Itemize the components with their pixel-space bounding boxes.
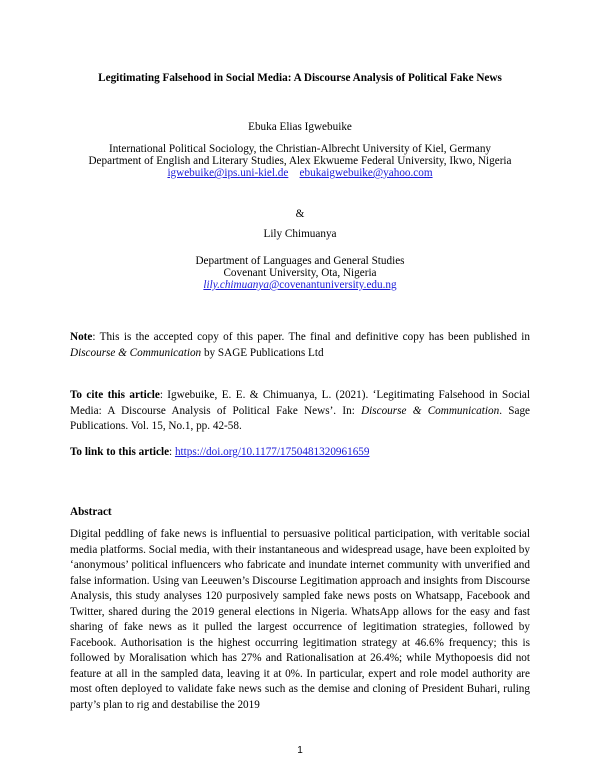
author2-affiliations [0,255,600,291]
author1-affiliation-2: Department of English and Literary Studies, Alex Ekwueme Federal University, Ikwo, Nigeria [88,155,512,167]
author1-name: Ebuka Elias Igwebuike [248,121,352,133]
doi-link[interactable]: https://doi.org/10.1177/1750481320961659 [174,446,370,458]
author2-email-link[interactable] [203,279,396,291]
author2-email-domain: @covenantuniversity.edu.ng [268,279,397,291]
note-label: Note [70,331,93,343]
author1-email-1[interactable]: igwebuike@ips.uni-kiel.de [167,167,289,179]
author1-affiliations [0,143,600,179]
link-paragraph [70,445,530,461]
cite-text-1: : Igwebuike, E. E. & Chimuanya, L. (2021). ‘Legitimating Falsehood in Social Media: A Discourse Analysis of Political Fake News’. In: [70,389,530,417]
author2-email [0,279,600,291]
note-text-1: : This is the accepted copy of this paper. The final and definitive copy has been published in [92,331,530,343]
page-number: 1 [297,745,303,756]
ampersand: & [295,208,305,220]
paper-title: Legitimating Falsehood in Social Media: A Discourse Analysis of Political Fake News [98,72,502,84]
link-label: To link to this article [70,446,170,458]
author2-affiliation-2: Covenant University, Ota, Nigeria [223,267,377,279]
author1-emails [0,167,600,179]
cite-paragraph [70,388,530,435]
author2-email-user: lily.chimuanya [203,279,269,291]
cite-text-2: . Sage Publications. Vol. 15, No.1, pp. 42-58. [70,404,531,432]
abstract-heading: Abstract [70,506,112,518]
cite-journal: Discourse & Communication [361,404,500,417]
cite-label: To cite this article [70,389,160,401]
note-paragraph [70,330,530,361]
abstract-body: Digital peddling of fake news is influential to persuasive political participation, with veritable social media platforms. Social media, with their instantaneous and widespread usage, have been exploited by ‘anonymous’ political influencers who fabricate and inundate internet community with unverified and false information. Using van Leeuwen’s Discourse Legitimation approach and insights from Discourse Analysis, this study analyses 120 purposively sampled fake news posts on Whatsapp, Facebook and Twitter, shared during the 2019 general elections in Nigeria. WhatsApp allows for the easy and fast sharing of fake news as it pulled the largest occurrence of legitimation strategies, followed by Facebook. Authorisation is the highest occurring legitimation strategy at 46.6% frequency; this is followed by Moralisation which has 27% and Rationalisation at 26.4%; while Mythopoesis did not feature at all in the sampled data, leaving it at 0%. In particular, expert and role model authority are most often deployed to validate fake news such as the demise and cloning of President Buhari, ruling party’s plan to rig and destabilise the 2019 [70,528,530,711]
link-sep: : [169,446,175,458]
author1-email-2[interactable]: ebukaigwebuike@yahoo.com [299,167,433,179]
note-text-2: by SAGE Publications Ltd [201,346,324,359]
author2-name: Lily Chimuanya [263,228,337,240]
author1-affiliation-1: International Political Sociology, the Christian-Albrecht University of Kiel, Germany [108,143,492,155]
note-journal: Discourse & Communication [70,346,202,359]
author2-affiliation-1: Department of Languages and General Studies [195,255,405,267]
